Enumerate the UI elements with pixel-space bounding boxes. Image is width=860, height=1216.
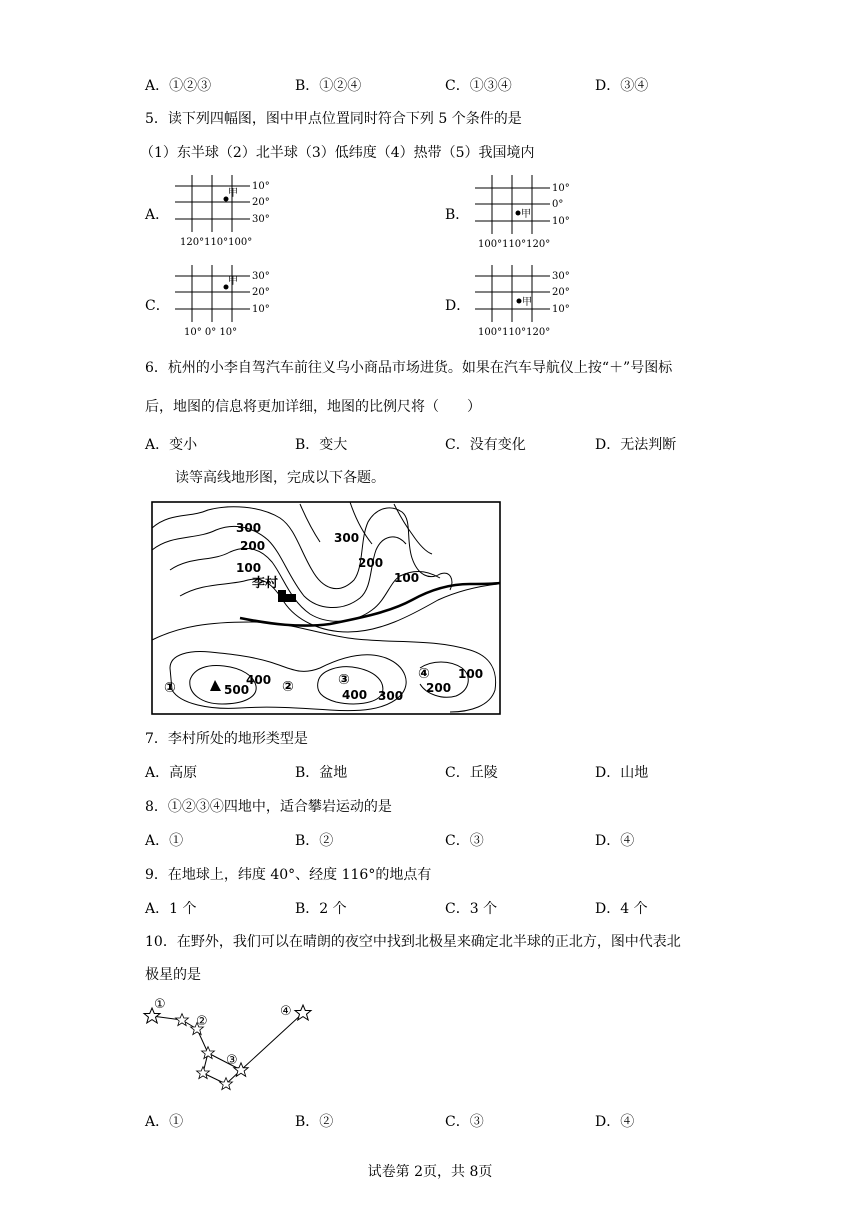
q8-stem: 8．①②③④四地中，适合攀岩运动的是 — [145, 799, 392, 815]
svg-text:20°: 20° — [252, 197, 270, 208]
svg-text:200: 200 — [426, 681, 452, 695]
star-icon — [202, 1047, 215, 1059]
svg-text:10°: 10° — [552, 304, 570, 315]
q5-map-a-point-label: 甲 — [228, 188, 238, 199]
svg-text:100: 100 — [458, 667, 484, 681]
q5-map-b — [470, 172, 580, 250]
svg-text:300: 300 — [334, 531, 360, 545]
q5-map-b-point-label: 甲 — [521, 209, 531, 220]
svg-text:10°: 10° — [552, 216, 570, 227]
topo-intro: 读等高线地形图，完成以下各题。 — [175, 470, 385, 486]
svg-text:20°: 20° — [552, 287, 570, 298]
svg-text:④: ④ — [280, 1004, 292, 1019]
q8-option-a: A．① — [145, 833, 184, 849]
q5-map-a — [170, 172, 280, 250]
q7-option-c: C．丘陵 — [445, 765, 498, 781]
q5-stem: 5．读下列四幅图，图中甲点位置同时符合下列 5 个条件的是 — [145, 111, 522, 127]
site-2-label: ② — [282, 679, 294, 695]
q7-option-a: A．高原 — [145, 765, 198, 781]
svg-text:200: 200 — [358, 556, 384, 570]
q4-option-b: B．①②④ — [295, 78, 362, 94]
q10-stem-line2: 极星的是 — [145, 967, 201, 983]
q10-option-c: C．③ — [445, 1114, 484, 1130]
q10-option-b: B．② — [295, 1114, 334, 1130]
svg-text:②: ② — [196, 1014, 208, 1029]
svg-text:200: 200 — [240, 539, 266, 553]
q10-stem-line1: 10．在野外，我们可以在晴朗的夜空中找到北极星来确定北半球的正北方，图中代表北 — [145, 934, 681, 950]
svg-text:100: 100 — [394, 571, 420, 585]
q5-map-c — [170, 262, 280, 340]
q5-conditions: （1）东半球（2）北半球（3）低纬度（4）热带（5）我国境内 — [140, 145, 535, 161]
page-footer: 试卷第 2页，共 8页 — [367, 1164, 493, 1180]
svg-text:10° 0° 10°: 10° 0° 10° — [184, 327, 238, 338]
svg-text:30°: 30° — [252, 271, 270, 282]
q9-option-b: B．2 个 — [295, 901, 347, 917]
svg-text:120°110°100°: 120°110°100° — [180, 237, 253, 248]
site-1-label: ① — [164, 680, 176, 696]
svg-text:300: 300 — [378, 689, 404, 703]
q5-map-d — [470, 262, 580, 340]
svg-text:300: 300 — [236, 521, 262, 535]
q4-option-d: D．③④ — [595, 78, 649, 94]
q8-option-c: C．③ — [445, 833, 484, 849]
q6-stem-line2: 后，地图的信息将更加详细，地图的比例尺将（ ） — [145, 399, 481, 415]
svg-text:400: 400 — [342, 688, 368, 702]
site-4-label: ④ — [418, 666, 430, 682]
q9-option-c: C．3 个 — [445, 901, 498, 917]
svg-text:10°: 10° — [252, 304, 270, 315]
q6-stem-line1: 6．杭州的小李自驾汽车前往义乌小商品市场进货。如果在汽车导航仪上按“＋”号图标 — [145, 360, 673, 376]
svg-text:③: ③ — [226, 1053, 238, 1068]
q5-option-c: C． — [145, 298, 170, 314]
svg-text:100°110°120°: 100°110°120° — [478, 327, 551, 338]
q7-stem: 7．李村所处的地形类型是 — [145, 731, 308, 747]
q6-option-c: C．没有变化 — [445, 437, 526, 453]
svg-text:30°: 30° — [252, 214, 270, 225]
q6-option-a: A．变小 — [145, 437, 198, 453]
q4-option-a: A．①②③ — [145, 78, 212, 94]
village-label: 李村 — [252, 576, 279, 591]
q7-option-b: B．盆地 — [295, 765, 348, 781]
svg-text:100: 100 — [236, 561, 262, 575]
q9-option-a: A．1 个 — [145, 901, 197, 917]
svg-text:0°: 0° — [552, 199, 564, 210]
q8-option-d: D．④ — [595, 833, 635, 849]
q10-option-d: D．④ — [595, 1114, 635, 1130]
svg-text:30°: 30° — [552, 271, 570, 282]
q10-option-a: A．① — [145, 1114, 184, 1130]
star-icon — [197, 1067, 210, 1079]
q5-option-a: A． — [145, 207, 170, 223]
q8-option-b: B．② — [295, 833, 334, 849]
q9-option-d: D．4 个 — [595, 901, 648, 917]
svg-text:100°110°120°: 100°110°120° — [478, 239, 551, 250]
q6-option-b: B．变大 — [295, 437, 348, 453]
q6-option-d: D．无法判断 — [595, 437, 677, 453]
svg-text:①: ① — [154, 997, 166, 1012]
q9-stem: 9．在地球上，纬度 40°、经度 116°的地点有 — [145, 867, 432, 883]
q5-map-d-point-label: 甲 — [522, 297, 532, 308]
q7-option-d: D．山地 — [595, 765, 649, 781]
svg-text:10°: 10° — [252, 181, 270, 192]
q5-option-d: D． — [445, 298, 471, 314]
star-figure — [140, 996, 320, 1096]
star-icon — [176, 1014, 189, 1026]
q5-map-c-point-label: 甲 — [228, 276, 238, 287]
q5-option-b: B． — [445, 207, 470, 223]
q4-option-c: C．①③④ — [445, 78, 512, 94]
contour-map — [150, 500, 502, 716]
site-3-label: ③ — [338, 672, 350, 688]
peak-label: 500 — [224, 683, 250, 697]
svg-text:20°: 20° — [252, 287, 270, 298]
svg-text:400: 400 — [246, 673, 272, 687]
svg-text:10°: 10° — [552, 183, 570, 194]
